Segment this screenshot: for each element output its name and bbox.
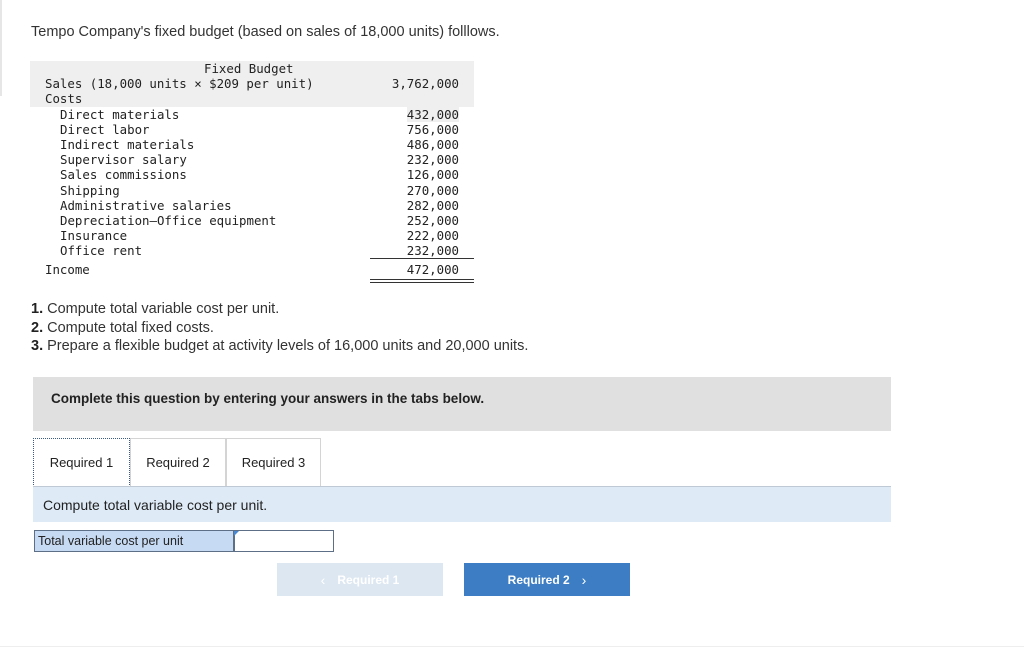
income-row xyxy=(30,262,474,278)
income-value: 472,000 xyxy=(406,261,459,277)
fixed-budget-table xyxy=(30,61,474,278)
cost-label: Office rent xyxy=(60,243,143,259)
sales-label: Sales (18,000 units × $209 per unit) xyxy=(45,76,314,92)
chevron-left-icon: ‹ xyxy=(320,571,326,588)
total-double-underline-bottom xyxy=(370,282,474,283)
question-item: 3. Prepare a flexible budget at activity levels of 16,000 units and 20,000 units. xyxy=(31,338,529,355)
cost-row xyxy=(30,228,474,243)
costs-heading-row xyxy=(30,91,474,106)
cost-value: 756,000 xyxy=(406,121,459,137)
question-list xyxy=(31,300,528,356)
next-button[interactable] xyxy=(464,563,630,596)
sales-value: 3,762,000 xyxy=(391,76,459,92)
cost-value: 252,000 xyxy=(406,212,459,228)
budget-column-header: Fixed Budget xyxy=(204,61,294,76)
previous-button[interactable] xyxy=(277,563,443,596)
prompt-text: Compute total variable cost per unit. xyxy=(43,497,268,513)
cost-row xyxy=(30,152,474,167)
left-edge-rule xyxy=(0,0,2,96)
cost-label: Indirect materials xyxy=(60,136,195,152)
tab-label: Required 3 xyxy=(241,455,306,470)
cost-label: Direct labor xyxy=(60,121,150,137)
cost-label: Direct materials xyxy=(60,106,180,122)
chevron-right-icon: › xyxy=(581,571,587,588)
total-variable-cost-input[interactable] xyxy=(234,530,334,552)
tab-label: Required 1 xyxy=(49,455,114,470)
question-item: 1. Compute total variable cost per unit. xyxy=(31,301,280,317)
cost-row xyxy=(30,198,474,213)
cost-value: 432,000 xyxy=(406,106,459,122)
cost-row xyxy=(30,122,474,137)
cost-value: 222,000 xyxy=(406,228,459,244)
cost-row xyxy=(30,243,474,258)
cost-row xyxy=(30,137,474,152)
cost-row xyxy=(30,167,474,182)
cost-row xyxy=(30,213,474,228)
cost-label: Shipping xyxy=(60,182,120,198)
prompt-bar xyxy=(33,487,891,522)
tab-required-2[interactable] xyxy=(130,438,226,487)
cost-row xyxy=(30,107,474,122)
total-double-underline-top xyxy=(370,279,474,280)
budget-header-row xyxy=(30,61,474,76)
cost-value: 282,000 xyxy=(406,197,459,213)
income-label: Income xyxy=(45,261,90,277)
cost-label: Sales commissions xyxy=(60,167,187,183)
cost-label: Insurance xyxy=(60,228,128,244)
cost-row xyxy=(30,183,474,198)
costs-label: Costs xyxy=(45,91,83,107)
subtotal-underline xyxy=(370,258,474,259)
tab-required-3[interactable] xyxy=(226,438,321,487)
previous-button-label: Required 1 xyxy=(337,572,400,587)
instruction-text: Complete this question by entering your answers in the tabs below. xyxy=(51,391,485,406)
intro-text: Tempo Company's fixed budget (based on sales of 18,000 units) folllows. xyxy=(31,24,500,40)
cost-value: 126,000 xyxy=(406,167,459,183)
cost-value: 486,000 xyxy=(406,136,459,152)
cost-label: Administrative salaries xyxy=(60,197,232,213)
tab-required-1[interactable] xyxy=(33,438,130,487)
cost-label: Supervisor salary xyxy=(60,152,187,168)
cost-label: Depreciation—Office equipment xyxy=(60,212,277,228)
cost-value: 232,000 xyxy=(406,152,459,168)
question-item: 2. Compute total fixed costs. xyxy=(31,319,214,336)
tab-label: Required 2 xyxy=(146,455,210,470)
answer-label: Total variable cost per unit xyxy=(34,530,234,552)
instruction-banner xyxy=(33,377,891,431)
sales-row xyxy=(30,76,474,91)
next-button-label: Required 2 xyxy=(507,572,570,587)
cost-value: 232,000 xyxy=(406,243,459,259)
cost-value: 270,000 xyxy=(406,182,459,198)
bottom-rule xyxy=(0,646,1024,647)
input-flag-icon xyxy=(234,531,239,536)
